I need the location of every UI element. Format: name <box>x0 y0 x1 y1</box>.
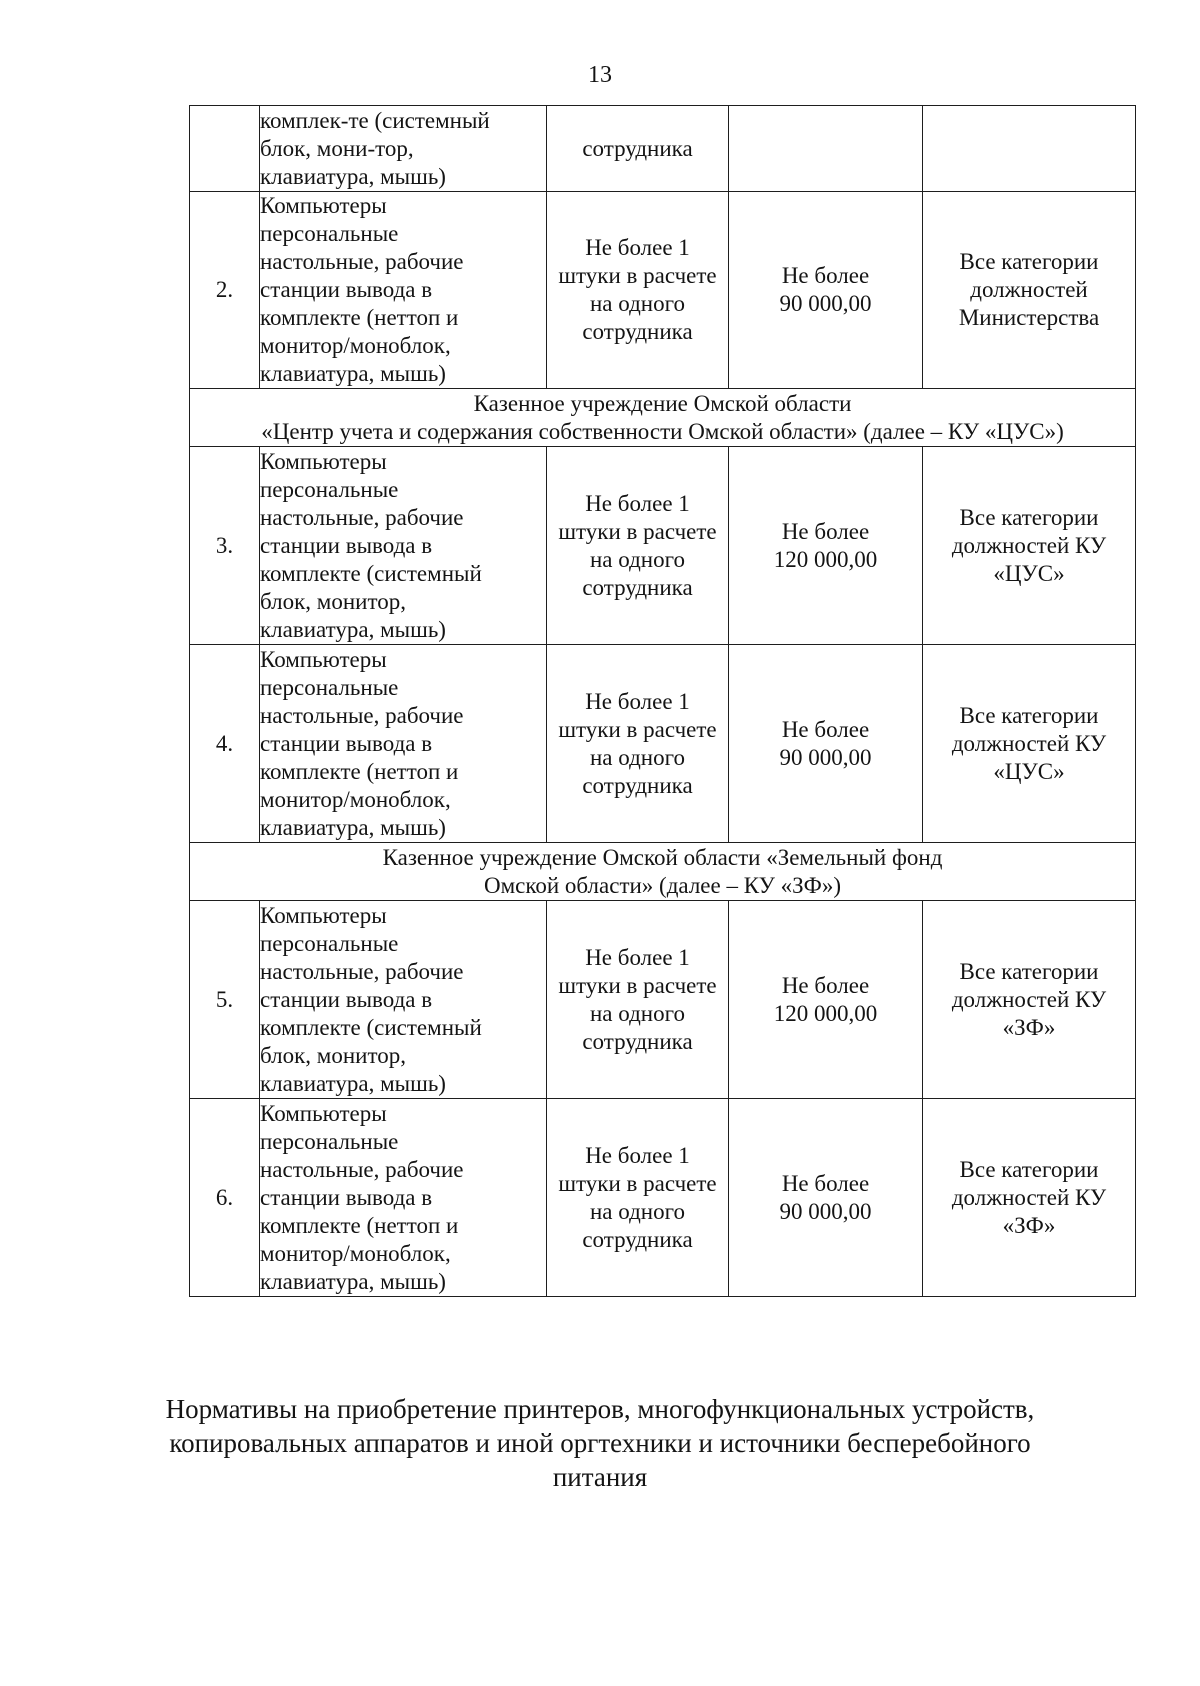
section-header-row <box>190 389 1136 447</box>
section-header-line: Казенное учреждение Омской области <box>473 390 852 416</box>
item-cell <box>260 192 547 389</box>
item-line: комплекте (неттоп и <box>260 1212 459 1238</box>
table-row <box>190 1099 1136 1297</box>
category-cell <box>923 901 1136 1099</box>
item-cell <box>260 106 547 192</box>
item-line: персональные <box>260 221 399 246</box>
heading-line: Нормативы на приобретение принтеров, многофункциональных устройств, <box>165 1394 1035 1424</box>
price-cell <box>729 901 923 1099</box>
item-line: персональные <box>260 674 399 700</box>
table-row <box>190 901 1136 1099</box>
quantity-line: штуки в расчете <box>558 263 717 288</box>
item-line: монитор/моноблок, <box>260 333 451 358</box>
row-number-cell: 2. <box>190 192 260 389</box>
item-line: клавиатура, мышь) <box>260 1070 446 1096</box>
quantity-line: на одного <box>590 291 685 316</box>
continuation-row <box>190 106 1136 192</box>
category-line: Все категории <box>959 1156 1099 1182</box>
quantity-line: на одного <box>590 1198 685 1224</box>
item-line: клавиатура, мышь) <box>260 361 446 386</box>
item-line: комплекте (системный <box>260 560 482 586</box>
category-line: Все категории <box>959 702 1099 728</box>
item-line: клавиатура, мышь) <box>260 1268 446 1294</box>
section-header-row <box>190 843 1136 901</box>
quantity-line: штуки в расчете <box>558 518 717 544</box>
item-line: настольные, рабочие <box>260 958 464 984</box>
item-line: станции вывода в <box>260 1184 433 1210</box>
heading-line: копировальных аппаратов и иной оргтехники и источники бесперебойного <box>169 1428 1031 1458</box>
category-cell <box>923 106 1136 192</box>
price-line: 90 000,00 <box>779 744 872 770</box>
item-line: блок, мони-тор, <box>260 135 414 161</box>
category-line: должностей КУ <box>951 532 1107 558</box>
item-line: блок, монитор, <box>260 1042 406 1068</box>
category-cell <box>923 1099 1136 1297</box>
section-heading <box>150 1392 1050 1494</box>
item-line: настольные, рабочие <box>260 249 464 274</box>
norms-table-body <box>190 106 1136 1297</box>
quantity-cell <box>547 192 729 389</box>
item-cell <box>260 645 547 843</box>
item-line: станции вывода в <box>260 277 433 302</box>
page-number: 13 <box>588 62 612 88</box>
price-line: Не более <box>781 972 870 998</box>
category-line: «ЗФ» <box>1002 1014 1056 1040</box>
row-number-cell: 3. <box>190 447 260 645</box>
item-line: персональные <box>260 1128 399 1154</box>
category-line: должностей <box>970 277 1088 302</box>
item-line: станции вывода в <box>260 532 433 558</box>
quantity-line: Не более 1 <box>585 235 690 260</box>
category-line: «ЦУС» <box>993 758 1065 784</box>
table-row <box>190 645 1136 843</box>
price-line: 120 000,00 <box>773 546 878 572</box>
item-line: блок, монитор, <box>260 588 406 614</box>
quantity-line: на одного <box>590 1000 685 1026</box>
row-number-cell <box>190 106 260 192</box>
category-line: Все категории <box>959 504 1099 530</box>
item-line: комплекте (неттоп и <box>260 758 459 784</box>
table-row <box>190 447 1136 645</box>
price-line: 120 000,00 <box>773 1000 878 1026</box>
row-number-cell: 5. <box>190 901 260 1099</box>
table-row <box>190 192 1136 389</box>
quantity-line: штуки в расчете <box>558 1170 717 1196</box>
section-header-cell <box>190 843 1136 901</box>
category-line: Все категории <box>959 249 1099 274</box>
price-line: Не более <box>781 716 870 742</box>
price-cell <box>729 106 923 192</box>
quantity-cell <box>547 645 729 843</box>
heading-line: питания <box>552 1462 648 1492</box>
category-line: «ЦУС» <box>993 560 1065 586</box>
item-line: персональные <box>260 930 399 956</box>
section-header-cell <box>190 389 1136 447</box>
item-line: комплекте (системный <box>260 1014 482 1040</box>
item-line: настольные, рабочие <box>260 504 464 530</box>
item-line: станции вывода в <box>260 986 433 1012</box>
item-line: Компьютеры <box>260 646 387 672</box>
price-line: 90 000,00 <box>779 291 872 316</box>
category-line: должностей КУ <box>951 1184 1107 1210</box>
price-line: Не более <box>781 518 870 544</box>
item-line: комплекте (неттоп и <box>260 305 459 330</box>
item-line: Компьютеры <box>260 448 387 474</box>
row-number-cell: 4. <box>190 645 260 843</box>
price-cell <box>729 645 923 843</box>
item-cell <box>260 1099 547 1297</box>
quantity-cell <box>547 447 729 645</box>
price-line: Не более <box>781 1170 870 1196</box>
item-line: станции вывода в <box>260 730 433 756</box>
item-line: настольные, рабочие <box>260 702 464 728</box>
item-line: персональные <box>260 476 399 502</box>
item-line: Компьютеры <box>260 1100 387 1126</box>
quantity-line: сотрудника <box>582 135 693 161</box>
price-cell <box>729 447 923 645</box>
item-line: комплек-те (системный <box>260 107 490 133</box>
price-cell <box>729 192 923 389</box>
quantity-line: сотрудника <box>582 1028 693 1054</box>
category-cell <box>923 192 1136 389</box>
quantity-line: Не более 1 <box>585 688 690 714</box>
quantity-line: на одного <box>590 546 685 572</box>
price-cell <box>729 1099 923 1297</box>
category-cell <box>923 645 1136 843</box>
quantity-line: сотрудника <box>582 1226 693 1252</box>
section-header-line: Омской области» (далее – КУ «ЗФ») <box>483 872 841 898</box>
item-line: клавиатура, мышь) <box>260 814 446 840</box>
norms-table <box>189 105 1136 1297</box>
quantity-line: сотрудника <box>582 772 693 798</box>
quantity-line: штуки в расчете <box>558 716 717 742</box>
quantity-line: сотрудника <box>582 574 693 600</box>
quantity-line: Не более 1 <box>585 944 690 970</box>
quantity-line: сотрудника <box>582 319 693 344</box>
section-header-line: «Центр учета и содержания собственности Омской области» (далее – КУ «ЦУС») <box>261 418 1064 444</box>
quantity-cell <box>547 106 729 192</box>
quantity-cell <box>547 901 729 1099</box>
item-cell <box>260 901 547 1099</box>
row-number-cell: 6. <box>190 1099 260 1297</box>
category-cell <box>923 447 1136 645</box>
category-line: должностей КУ <box>951 730 1107 756</box>
quantity-cell <box>547 1099 729 1297</box>
quantity-line: штуки в расчете <box>558 972 717 998</box>
category-line: Министерства <box>958 305 1100 330</box>
item-line: Компьютеры <box>260 193 387 218</box>
price-line: Не более <box>781 263 870 288</box>
category-line: должностей КУ <box>951 986 1107 1012</box>
price-line: 90 000,00 <box>779 1198 872 1224</box>
quantity-line: на одного <box>590 744 685 770</box>
item-cell <box>260 447 547 645</box>
category-line: «ЗФ» <box>1002 1212 1056 1238</box>
item-line: Компьютеры <box>260 902 387 928</box>
item-line: клавиатура, мышь) <box>260 616 446 642</box>
category-line: Все категории <box>959 958 1099 984</box>
quantity-line: Не более 1 <box>585 490 690 516</box>
item-line: настольные, рабочие <box>260 1156 464 1182</box>
quantity-line: Не более 1 <box>585 1142 690 1168</box>
item-line: монитор/моноблок, <box>260 786 451 812</box>
section-header-line: Казенное учреждение Омской области «Земельный фонд <box>382 844 943 870</box>
item-line: клавиатура, мышь) <box>260 163 446 189</box>
item-line: монитор/моноблок, <box>260 1240 451 1266</box>
